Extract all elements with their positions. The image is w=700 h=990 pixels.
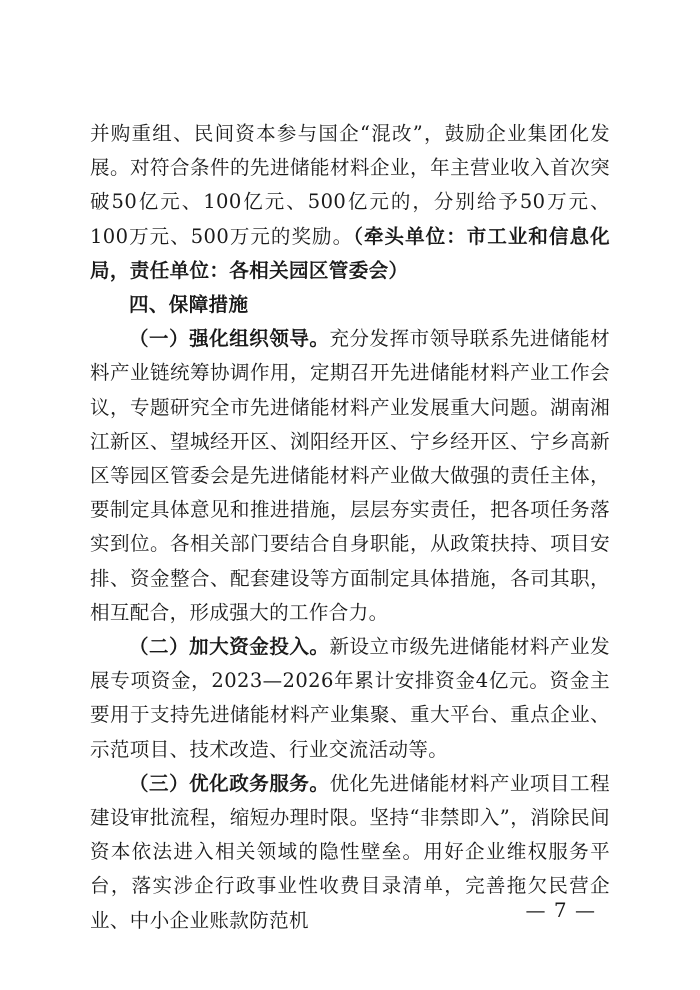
item-lead: （三）优化政务服务。 <box>129 771 330 795</box>
document-body <box>90 117 610 938</box>
paragraph-text: 充分发挥市领导联系先进储能材料产业链统筹协调作用，定期召开先进储能材料产业工作会议，专题研究全市先进储能材料产业发展重大问题。湖南湘江新区、望城经开区、浏阳经开区、宁乡经开区、宁乡高新区等园区管委会是先进储能材料产业做大做强的责任主体，要制定具体意见和推进措施，层层夯实责任，把各项任务落实到位。各相关部门要结合自身职能，从政策扶持、项目安排、资金整合、配套建设等方面制定具体措施，各司其职，相互配合，形成强大的工作合力。 <box>90 327 610 624</box>
paragraph-text: 优化先进储能材料产业项目工程建设审批流程，缩短办理时限。坚持“非禁即入”，消除民间资本依法进入相关领域的隐性壁垒。用好企业维权服务平台，落实涉企行政事业性收费目录清单，完善拖欠民营企业、中小企业账款防范机 <box>90 771 610 932</box>
paragraph-item-1 <box>90 322 610 630</box>
responsibility-note: （牵头单位：市工业和信息化局，责任单位：各相关园区管委会） <box>90 224 610 282</box>
paragraph-text: 新设立市级先进储能材料产业发展专项资金，2023—2026年累计安排资金4亿元。资金主要用于支持先进储能材料产业集聚、重大平台、重点企业、示范项目、技术改造、行业交流活动等。 <box>90 635 610 761</box>
paragraph-continuation <box>90 117 610 288</box>
item-lead: （二）加大资金投入。 <box>129 635 330 659</box>
page-number: — 7 — <box>525 898 596 922</box>
paragraph-item-2 <box>90 630 610 767</box>
item-lead: （一）强化组织领导。 <box>129 327 330 351</box>
paragraph-text: 并购重组、民间资本参与国企“混改”，鼓励企业集团化发展。对符合条件的先进储能材料企业，年主营业收入首次突破50亿元、100亿元、500亿元的，分别给予50万元、100万元、500万元的奖励。 <box>90 122 610 248</box>
section-heading: 四、保障措施 <box>129 293 249 317</box>
